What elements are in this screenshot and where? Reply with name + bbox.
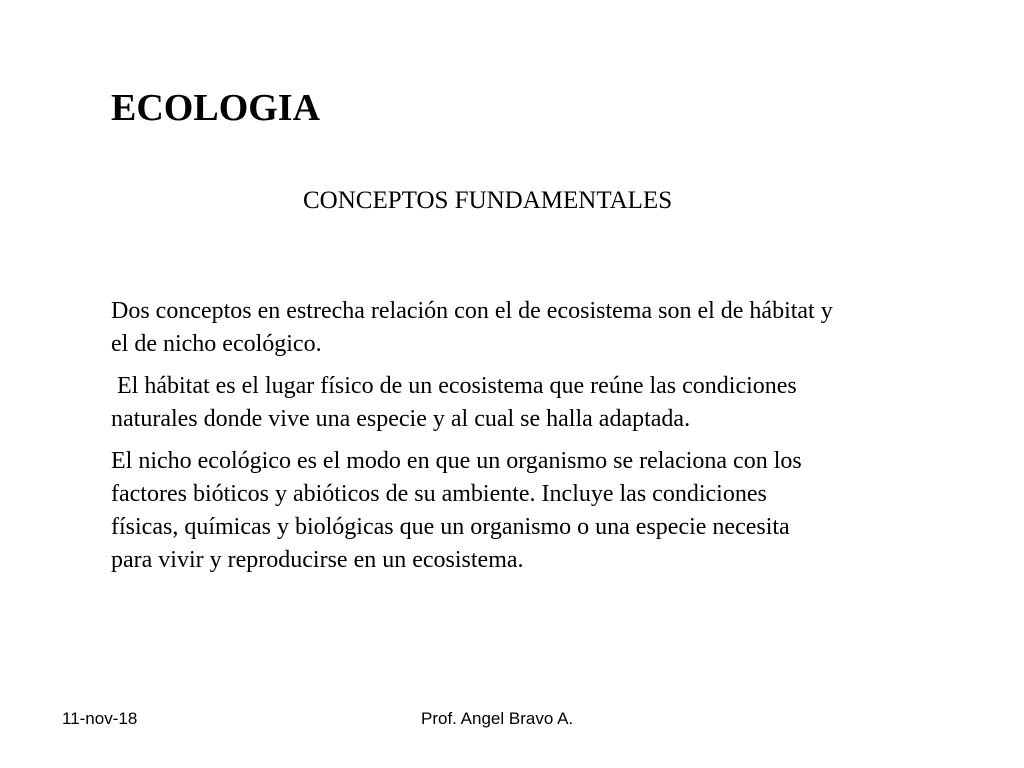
text-line: factores bióticos y abióticos de su ambiente. Incluye las condiciones bbox=[111, 481, 767, 507]
footer-author: Prof. Angel Bravo A. bbox=[421, 709, 574, 728]
paragraph-habitat-definition bbox=[111, 370, 981, 436]
footer-date: 11-nov-18 bbox=[62, 709, 138, 728]
text-line: El hábitat es el lugar físico de un ecosistema que reúne las condiciones bbox=[111, 373, 797, 399]
text-line: El nicho ecológico es el modo en que un organismo se relaciona con los bbox=[111, 448, 802, 474]
slide-body bbox=[111, 295, 981, 586]
text-line: el de nicho ecológico. bbox=[111, 331, 322, 357]
slide-subtitle: CONCEPTOS FUNDAMENTALES bbox=[303, 187, 673, 214]
text-line: naturales donde vive una especie y al cual se halla adaptada. bbox=[111, 406, 691, 432]
text-line: para vivir y reproducirse en un ecosistema. bbox=[111, 547, 524, 573]
paragraph-nicho-definition bbox=[111, 445, 981, 577]
text-line: físicas, químicas y biológicas que un organismo o una especie necesita bbox=[111, 514, 790, 540]
paragraph-habitat-nicho-intro bbox=[111, 295, 981, 361]
text-line: Dos conceptos en estrecha relación con el de ecosistema son el de hábitat y bbox=[111, 298, 833, 324]
slide-title: ECOLOGIA bbox=[111, 87, 321, 129]
